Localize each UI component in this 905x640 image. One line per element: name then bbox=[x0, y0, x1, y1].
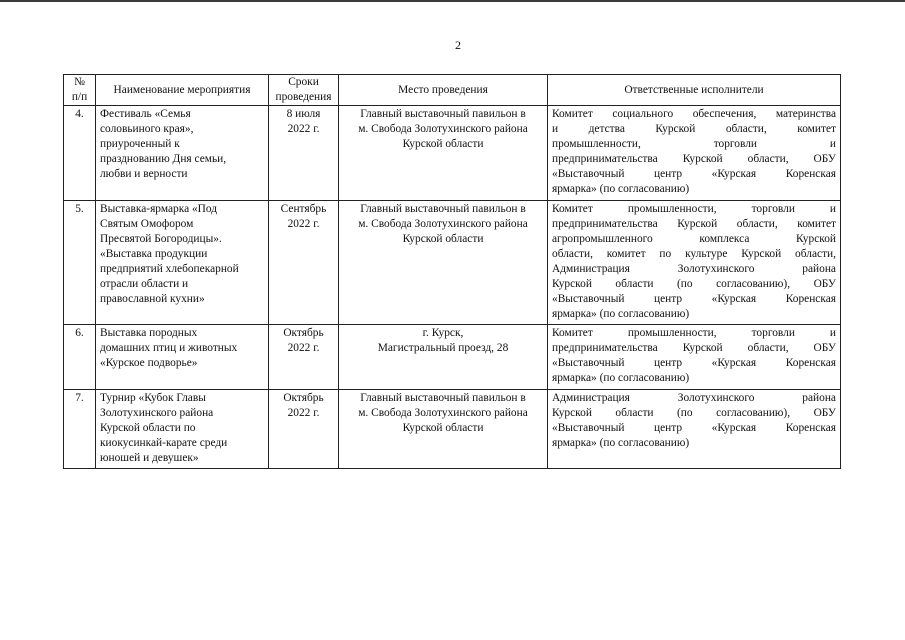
table-header-row bbox=[64, 75, 841, 106]
table-row bbox=[64, 106, 841, 201]
event-place-line: Курской области bbox=[402, 233, 484, 245]
header-responsible: Ответственные исполнители bbox=[548, 75, 841, 106]
responsible-line: «Выставочный центр «Курская Коренская bbox=[552, 168, 836, 180]
responsible-line: Комитет социального обеспечения, материнства bbox=[552, 108, 836, 120]
responsible-line: Комитет промышленности, торговли и bbox=[552, 203, 836, 215]
event-place-line: Курской области bbox=[402, 422, 484, 434]
event-place bbox=[339, 325, 548, 390]
event-name-line: празднованию Дня семьи, bbox=[100, 153, 227, 165]
event-responsible bbox=[548, 201, 841, 325]
table-row bbox=[64, 390, 841, 469]
responsible-line: Курской области (по согласованию), ОБУ bbox=[552, 407, 836, 419]
row-number: 6. bbox=[64, 325, 96, 390]
header-number-line-2: п/п bbox=[71, 91, 88, 103]
table-row bbox=[64, 201, 841, 325]
event-name-line: предприятий хлебопекарной bbox=[100, 263, 239, 275]
event-name-line: православной кухни» bbox=[100, 293, 205, 305]
event-date-line: Сентябрь bbox=[280, 203, 327, 215]
header-place: Место проведения bbox=[339, 75, 548, 106]
event-responsible bbox=[548, 390, 841, 469]
event-place bbox=[339, 106, 548, 201]
event-place bbox=[339, 201, 548, 325]
event-name-line: Выставка породных bbox=[100, 327, 198, 339]
row-number: 7. bbox=[64, 390, 96, 469]
event-name bbox=[96, 325, 269, 390]
event-name-line: юношей и девушек» bbox=[100, 452, 199, 464]
event-name-line: Святым Омофором bbox=[100, 218, 194, 230]
event-date-line: 2022 г. bbox=[287, 342, 320, 354]
event-place-line: м. Свобода Золотухинского района bbox=[358, 218, 528, 230]
event-date bbox=[269, 390, 339, 469]
header-number bbox=[64, 75, 96, 106]
event-name-line: отрасли области и bbox=[100, 278, 189, 290]
event-name-line: «Выставка продукции bbox=[100, 248, 208, 260]
event-place-line: Главный выставочный павильон в bbox=[360, 392, 526, 404]
responsible-line: и детства Курской области, комитет bbox=[552, 123, 836, 135]
event-place-line: м. Свобода Золотухинского района bbox=[358, 407, 528, 419]
event-name-line: любви и верности bbox=[100, 168, 188, 180]
event-date-line: 2022 г. bbox=[287, 123, 320, 135]
event-name-line: Выставка-ярмарка «Под bbox=[100, 203, 218, 215]
events-table bbox=[63, 74, 841, 469]
responsible-line: «Выставочный центр «Курская Коренская bbox=[552, 293, 836, 305]
row-number: 5. bbox=[64, 201, 96, 325]
event-place-line: Курской области bbox=[402, 138, 484, 150]
event-name-line: Курской области по bbox=[100, 422, 196, 434]
event-name-line: соловьиного края», bbox=[100, 123, 194, 135]
event-responsible bbox=[548, 325, 841, 390]
event-date-line: 8 июля bbox=[286, 108, 321, 120]
responsible-line: Администрация Золотухинского района bbox=[552, 263, 836, 275]
event-date-line: Октябрь bbox=[283, 392, 324, 404]
event-name-line: приуроченный к bbox=[100, 138, 180, 150]
event-place-line: Главный выставочный павильон в bbox=[360, 108, 526, 120]
responsible-line: предпринимательства Курской области, ОБУ bbox=[552, 342, 836, 354]
row-number: 4. bbox=[64, 106, 96, 201]
responsible-line: «Выставочный центр «Курская Коренская bbox=[552, 422, 836, 434]
responsible-line: ярмарка» (по согласованию) bbox=[552, 183, 690, 195]
responsible-line: предпринимательства Курской области, комитет bbox=[552, 218, 836, 230]
event-name-line: Фестиваль «Семья bbox=[100, 108, 191, 120]
responsible-line: ярмарка» (по согласованию) bbox=[552, 437, 690, 449]
event-date-line: 2022 г. bbox=[287, 407, 320, 419]
responsible-line: промышленности, торговли и bbox=[552, 138, 836, 150]
responsible-line: области, комитет по культуре Курской области, bbox=[552, 248, 836, 260]
header-event-name: Наименование мероприятия bbox=[96, 75, 269, 106]
event-name bbox=[96, 106, 269, 201]
header-number-line-1: № bbox=[74, 76, 85, 88]
event-responsible bbox=[548, 106, 841, 201]
responsible-line: агропромышленного комплекса Курской bbox=[552, 233, 836, 245]
event-date bbox=[269, 201, 339, 325]
header-dates-line-2: проведения bbox=[275, 91, 332, 103]
table-row bbox=[64, 325, 841, 390]
event-place-line: Главный выставочный павильон в bbox=[360, 203, 526, 215]
responsible-line: ярмарка» (по согласованию) bbox=[552, 308, 690, 320]
event-name-line: «Курское подворье» bbox=[100, 357, 198, 369]
event-name-line: Турнир «Кубок Главы bbox=[100, 392, 206, 404]
event-place-line: Магистральный проезд, 28 bbox=[377, 342, 509, 354]
event-name-line: Золотухинского района bbox=[100, 407, 214, 419]
responsible-line: Администрация Золотухинского района bbox=[552, 392, 836, 404]
event-date-line: 2022 г. bbox=[287, 218, 320, 230]
responsible-line: предпринимательства Курской области, ОБУ bbox=[552, 153, 836, 165]
event-place bbox=[339, 390, 548, 469]
event-date bbox=[269, 106, 339, 201]
responsible-line: «Выставочный центр «Курская Коренская bbox=[552, 357, 836, 369]
event-place-line: г. Курск, bbox=[422, 327, 464, 339]
page-number: 2 bbox=[455, 38, 461, 52]
responsible-line: Комитет промышленности, торговли и bbox=[552, 327, 836, 339]
header-dates bbox=[269, 75, 339, 106]
event-date-line: Октябрь bbox=[283, 327, 324, 339]
event-name bbox=[96, 390, 269, 469]
event-name bbox=[96, 201, 269, 325]
responsible-line: ярмарка» (по согласованию) bbox=[552, 372, 690, 384]
event-place-line: м. Свобода Золотухинского района bbox=[358, 123, 528, 135]
responsible-line: Курской области (по согласованию), ОБУ bbox=[552, 278, 836, 290]
event-date bbox=[269, 325, 339, 390]
event-name-line: киокусинкай-карате среди bbox=[100, 437, 228, 449]
header-dates-line-1: Сроки bbox=[288, 76, 319, 88]
scan-border-line bbox=[0, 0, 905, 2]
event-name-line: Пресвятой Богородицы». bbox=[100, 233, 222, 245]
event-name-line: домашних птиц и животных bbox=[100, 342, 238, 354]
